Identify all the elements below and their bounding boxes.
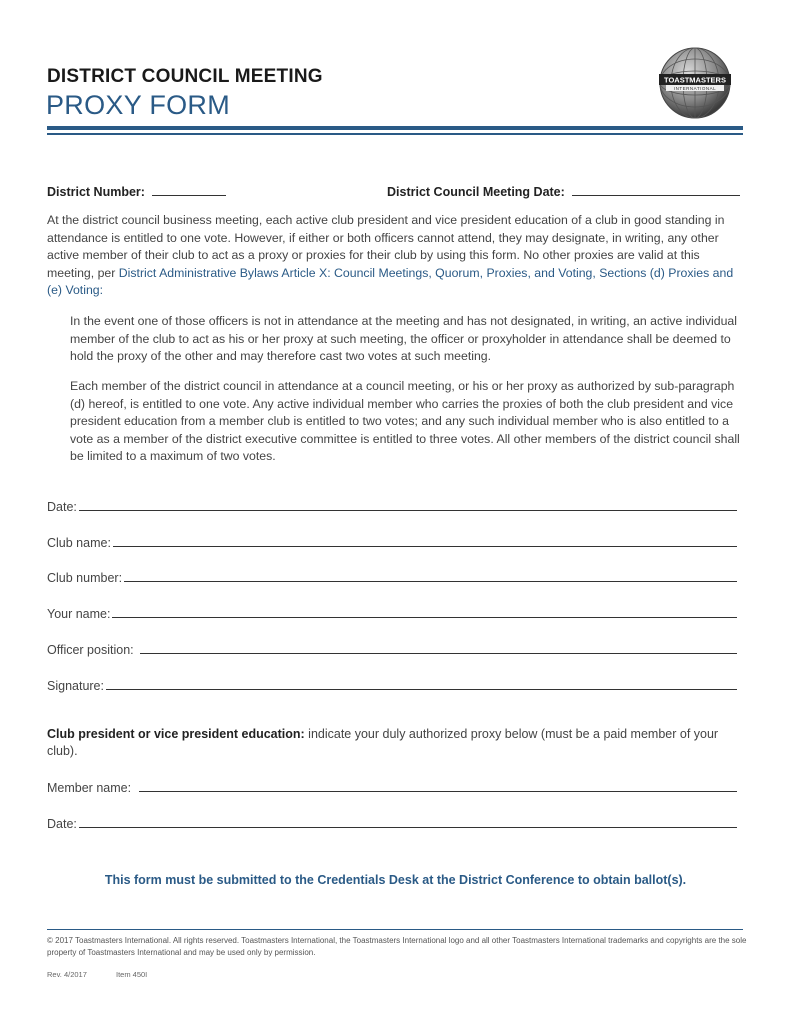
instruction-bold: Club president or vice president education:	[47, 727, 305, 741]
member-name-field[interactable]	[47, 781, 737, 795]
date-label: Date:	[47, 500, 77, 514]
intro-paragraph	[47, 212, 747, 300]
submission-notice: This form must be submitted to the Credentials Desk at the District Conference to obtain ballot(s).	[104, 873, 687, 887]
club-name-line[interactable]	[113, 545, 737, 547]
officer-position-field[interactable]	[47, 643, 737, 657]
instruction-text: indicate your duly authorized proxy below (must be a paid member of your club).	[47, 727, 719, 758]
signature-line[interactable]	[106, 688, 737, 690]
header-rule-thin	[47, 133, 743, 135]
officer-position-label: Officer position:	[47, 643, 134, 657]
club-name-field[interactable]	[47, 536, 737, 550]
bylaws-quote-2: Each member of the district council in attendance at a council meeting, or his or her proxy as authorized by sub-paragraph (d) hereof, is entitled to one vote. Any active individual member who carries the proxies of both the club president and vice president education from a member club is entitled to two votes; and any such individual member who is also entitled to a vote as a member of the district executive committee is entitled to three votes. All other members of the district council shall be limited to a maximum of two votes.	[70, 379, 740, 463]
page-title: DISTRICT COUNCIL MEETING	[47, 66, 323, 87]
bylaws-quote-1: In the event one of those officers is not in attendance at the meeting and has not designated, in writing, an active individual member of the club to act as his or her proxy at such meeting, the officer or proxyholder in attendance shall be deemed to hold the proxy of the other and may therefore cast two votes at such meeting.	[70, 314, 737, 363]
proxy-date-line[interactable]	[79, 826, 737, 828]
bylaws-reference: District Administrative Bylaws Article X: Council Meetings, Quorum, Proxies, and Voting, Sections (d) Proxies and (e) Voting:	[47, 265, 734, 297]
proxy-instruction	[47, 726, 737, 760]
officer-position-line[interactable]	[140, 652, 737, 654]
district-number-line[interactable]	[152, 195, 226, 196]
logo-text-bottom: INTERNATIONAL	[673, 86, 717, 91]
district-number-label: District Number:	[47, 185, 145, 199]
your-name-field[interactable]	[47, 607, 737, 621]
proxy-date-label: Date:	[47, 817, 77, 831]
district-number-field[interactable]	[47, 185, 226, 199]
club-number-field[interactable]	[47, 571, 737, 585]
date-line[interactable]	[79, 509, 737, 511]
meeting-date-label: District Council Meeting Date:	[387, 185, 565, 199]
club-number-line[interactable]	[124, 580, 737, 582]
club-name-label: Club name:	[47, 536, 111, 550]
item-number: Item 450I	[116, 970, 148, 979]
header-rule	[47, 126, 743, 130]
toastmasters-logo	[658, 46, 732, 120]
revision-label: Rev. 4/2017	[47, 970, 87, 979]
member-name-label: Member name:	[47, 781, 132, 795]
signature-field[interactable]	[47, 679, 737, 693]
copyright-text: © 2017 Toastmasters International. All rights reserved. Toastmasters International, the Toastmasters International logo and all other Toastmasters International trademarks and copyrights are the sole property of Toastmasters International and may be used only by permission.	[47, 936, 747, 957]
footer-rule	[47, 929, 743, 930]
your-name-label: Your name:	[47, 607, 111, 621]
logo-text-top: TOASTMASTERS	[664, 75, 726, 85]
your-name-line[interactable]	[112, 616, 737, 618]
member-name-line[interactable]	[139, 790, 737, 792]
club-number-label: Club number:	[47, 571, 123, 585]
signature-label: Signature:	[47, 679, 104, 693]
proxy-date-field[interactable]	[47, 817, 737, 831]
intro-text: At the district council business meeting, each active club president and vice president education of a club in good standing in attendance is entitled to one vote. However, if either or both officers cannot attend, they may designate, in writing, any other active member of their club to act as a proxy or proxies for their club by using this form. No other proxies are valid at this meeting, per	[47, 213, 725, 280]
meeting-date-line[interactable]	[572, 195, 740, 196]
page-subtitle: PROXY FORM	[46, 90, 231, 120]
meeting-date-field[interactable]	[387, 185, 740, 199]
date-field[interactable]	[47, 500, 737, 514]
